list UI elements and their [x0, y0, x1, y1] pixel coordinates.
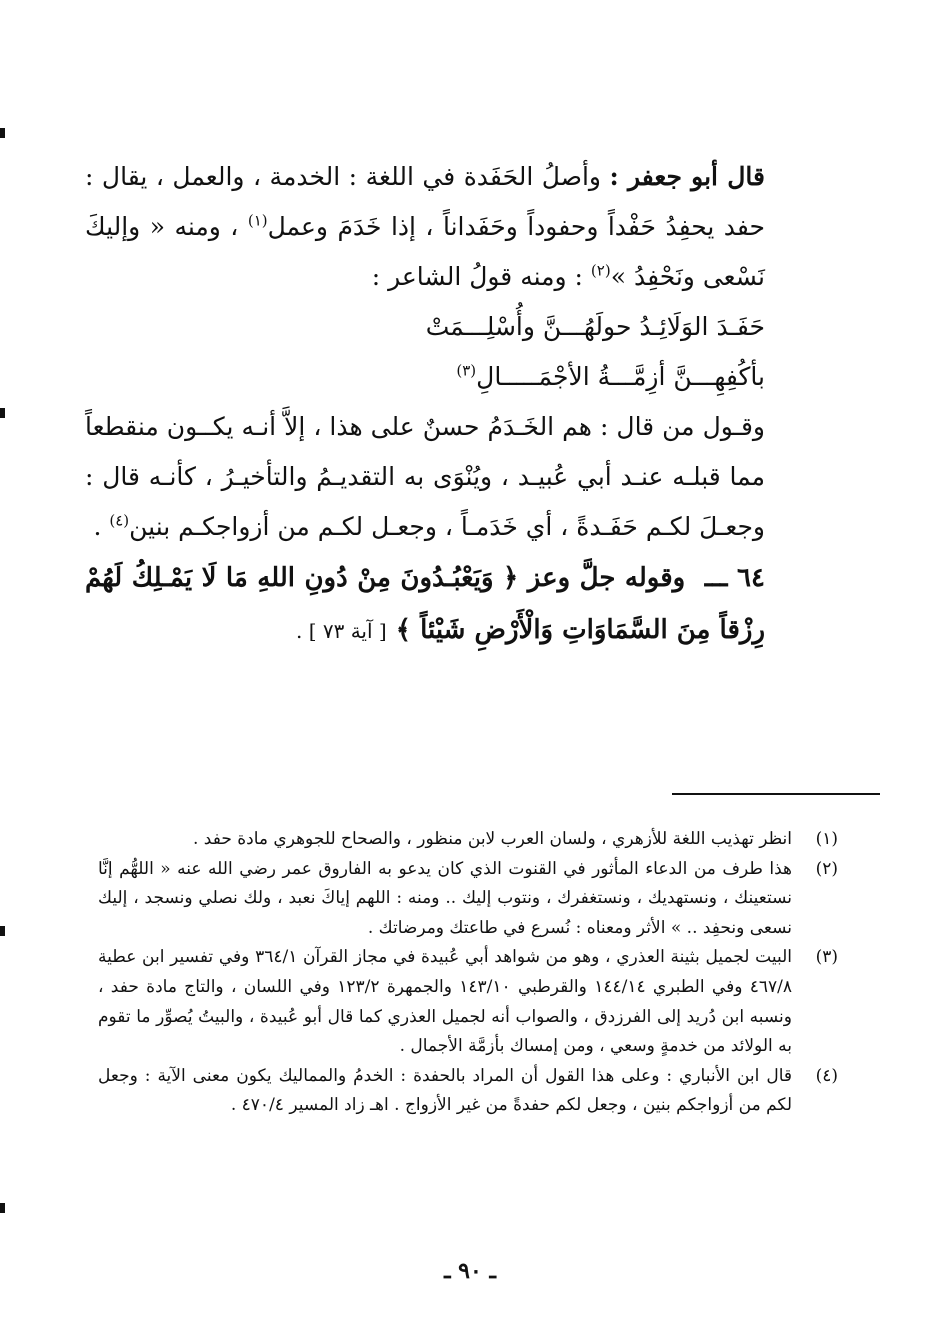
paragraph-2-text: وقـول من قال : هم الخَـدَمُ حسنٌ على هذا ، إلاَّ أنـه يكــون منقطعاً مما قبلـه عنـد أبي عُبيـد ، ويُنْوَى به التقديـمُ والتأخيـرُ ، كأنـه قال : وجعـلَ لكـم حَفَـدةً ، أي خَدَمـاً ، وجعـل لكـم من أزواجكـم بنين [85, 412, 765, 541]
footnote-ref-1[interactable]: (١) [247, 211, 268, 230]
scan-edge-mark [0, 408, 5, 418]
speaker-label: قال أبو جعفر : [609, 162, 765, 191]
paragraph-1 [85, 152, 765, 302]
verse-line-2 [85, 352, 765, 402]
quran-verse: ﴿ وَيَعْبُـدُونَ مِنْ دُونِ اللهِ مَا لَا يَمْـلِكُ لَهُمْ رِزْقاً مِنَ السَّمَاوَاتِ وَالْأَرْضِ شَيْئاً ﴾ [85, 563, 765, 645]
paragraph-1-text: وأصلُ الحَفَدة في اللغة : الخدمة ، والعمل ، يقال : حفد يحفِدُ حَفْداً وحفوداً وحَفَداناً ، إذا خَدَمَ وعمل [85, 162, 766, 241]
footnote-4 [98, 1062, 838, 1121]
verse-line-2-text: بأكُفِهِـــنَّ أزِمَّـــةُ الأجْمَـــــالِ [476, 362, 765, 391]
footnote-number: (١) [815, 829, 838, 849]
footnote-text: البيت لجميل بثينة العذري ، وهو من شواهد أبي عُبيدة في مجاز القرآن ٣٦٤/١ وفي تفسير ابن عطية ٤٦٧/٨ وفي الطبري ١٤٤/١٤ والقرطبي ١٤٣/١٠ والجمهرة ١٢٣/٢ وفي اللسان ، والتاج مادة حفد ، ونسبه ابن دُريد إلى الفرزدق ، والصواب أنه لجميل العذري كما قال أبو عُبيدة ، والبيتُ يُصوِّر ما تقوم به الولائد من خدمةٍ وسعي ، ومن إمساك بأزمَّة الأجمال . [98, 947, 792, 1057]
paragraph-1-text-cont: ، ومنه « وإليكَ نَسْعى ونَحْفِدُ » [85, 212, 765, 291]
footnote-ref-3[interactable]: (٣) [456, 361, 477, 380]
scan-edge-mark [0, 926, 5, 936]
footnote-2 [98, 855, 838, 944]
item-64 [85, 552, 765, 657]
aya-reference: [ آية ٧٣ ] . [295, 619, 387, 643]
scan-edge-mark [0, 1203, 5, 1213]
footnote-ref-2[interactable]: (٢) [590, 261, 611, 280]
item-intro: وقوله جلَّ وعز [527, 563, 686, 593]
footnotes [98, 825, 838, 1121]
footnote-separator [672, 793, 880, 795]
verse-line-1: حَفَـدَ الوَلَائِـدُ حولَهُـــنَّ وأُسْلِـــمَتْ [425, 312, 765, 341]
page-number: ـ ٩٠ ـ [444, 1258, 496, 1284]
footnote-number: (٤) [815, 1065, 838, 1086]
footnote-text: قال ابن الأنباري : وعلى هذا القول أن المراد بالحفدة : الخدمُ والمماليك يكون معنى الآية : وجعل لكم من أزواجكم بنين ، وجعل لكم حفدةً من غير الأزواج . اهـ زاد المسير ٤٧٠/٤ . [98, 1065, 792, 1116]
scan-edge-mark [0, 128, 5, 138]
footnote-number: (٢) [815, 858, 838, 879]
item-number: ٦٤ ـــ [704, 563, 765, 593]
footnote-3 [98, 943, 838, 1061]
main-text [85, 152, 765, 657]
footnote-ref-4[interactable]: (٤) [109, 511, 130, 530]
paragraph-2 [85, 402, 765, 552]
footnote-text: هذا طرف من الدعاء المأثور في القنوت الذي كان يدعو به الفاروق عمر رضي الله عنه « اللهُّم إنَّا نستعينك ، ونستهديك ، ونستغفرك ، ونتوب إليك .. ومنه : اللهم إياكَ نعبد ، ولك نصلي ونسجد ، إليك نسعى ونحفِد .. » الأثر ومعناه : نُسرع في طاعتك ومرضاتك . [98, 858, 792, 938]
paragraph-1-text-end: : ومنه قولُ الشاعر : [371, 262, 591, 291]
footnote-number: (٣) [815, 947, 838, 968]
poetry-verse [85, 302, 765, 402]
footnote-text: انظر تهذيب اللغة للأزهري ، ولسان العرب لابن منظور ، والصحاح للجوهري مادة حفد . [193, 829, 792, 849]
footnote-1 [98, 825, 838, 855]
paragraph-2-end: . [93, 512, 110, 541]
